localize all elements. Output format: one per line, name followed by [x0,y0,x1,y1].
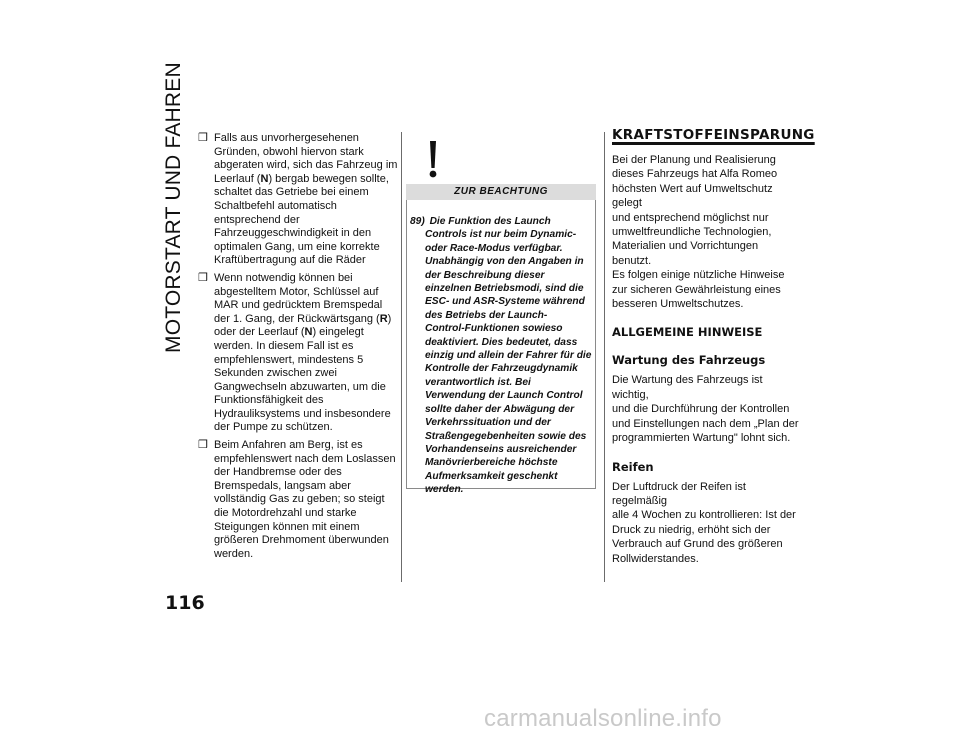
section-paragraph: Die Wartung des Fahrzeugs ist wichtig, und die Durchführung der Kontrollen und Einstellungen nach dem „Plan der programmierten Wartung" lohnt sich. [612,374,799,445]
column-divider-right [604,132,605,582]
note-header: ZUR BEACHTUNG [406,184,596,200]
intro-paragraph: Bei der Planung und Realisierung dieses Fahrzeugs hat Alfa Romeo höchsten Wert auf Umweltschutz gelegt und entsprechend möglichst nur umweltfreundliche Technologien, Materialien und Vorrichtungen benutzt. Es folgen einige nützliche Hinweise zur sicheren Gewährleistung eines besseren Umweltschutzes. [612,154,785,311]
list-item-text: Wenn notwendig können bei abgestelltem Motor, Schlüssel auf MAR und gedrücktem Bremspedal der 1. Gang, der Rückwärtsgang (R) oder der Leerlauf (N) eingelegt werden. In diesem Fall ist es empfehlenswert, mindestens 5 Sekunden zwischen zwei Gangwechseln abzuwarten, um die Funktionsfähigkeit des Hydrauliksystems und insbesondere der Pumpe zu schützen. [214,271,392,434]
checkbox-bullet-icon: ❒ [198,271,208,284]
list-item [198,132,398,268]
watermark: carmanualsonline.info [484,705,722,732]
fuel-saving-column [612,127,815,580]
instruction-column [198,132,398,565]
note-number: 89) [410,216,425,227]
column-divider-left [401,132,402,582]
checkbox-bullet-icon: ❒ [198,439,208,452]
section-heading: KRAFTSTOFFEINSPARUNG [612,127,815,143]
chapter-side-title: MOTORSTART UND FAHREN [162,62,185,353]
list-item-text: Beim Anfahren am Berg, ist es empfehlenswert nach dem Loslassen der Handbremse oder des Bremspedals, langsam aber vollständig Gas zu geben; so steigt die Motordrehzahl und starke Steigungen können mit einem größeren Drehmoment überwunden werden. [214,439,396,560]
section-title: Wartung des Fahrzeugs [612,353,766,368]
checkbox-bullet-icon: ❒ [198,132,208,144]
list-item-text: Falls aus unvorhergesehenen Gründen, obwohl hiervon stark abgeraten wird, sich das Fahrzeug im Leerlauf (N) bergab bewegen sollte, schaltet das Getriebe bei einem Schaltbefehl automatisch entsprechend der Fahrzeuggeschwindigkeit in den optimalen Gang, um eine korrekte Kraftübertragung auf die Räder [214,132,398,267]
subheading: ALLGEMEINE HINWEISE [612,325,763,340]
exclamation-warning-icon [422,140,444,180]
section-paragraph: Der Luftdruck der Reifen ist regelmäßig alle 4 Wochen zu kontrollieren: Ist der Druck zu niedrig, erhöht sich der Verbrauch auf Grund des größeren Rollwiderstandes. [612,480,796,565]
note-text: 89) Die Funktion des Launch Controls ist nur beim Dynamic- oder Race-Modus verfügbar. Unabhängig von den Angaben in der Beschreibung dieser einzelnen Betriebsmodi, sind die ESC- und ASR-Systeme während des Betriebs der Launch- Control-Funktionen sowieso deaktiviert. Dies bedeutet, dass einzig und allein der Fahrer für die Kontrolle der Fahrzeugdynamik verantwortlich ist. Bei Verwendung der Launch Control sollte daher der Abwägung der Verkehrssituation und der Straßengegebenheiten sowie des Vorhandenseins ausreichender Manövrierbereiche höchste Aufmerksamkeit geschenkt werden. [410,216,592,496]
list-item [198,272,398,435]
list-item [198,439,398,561]
section-title: Reifen [612,459,654,474]
page-number: 116 [165,592,205,614]
